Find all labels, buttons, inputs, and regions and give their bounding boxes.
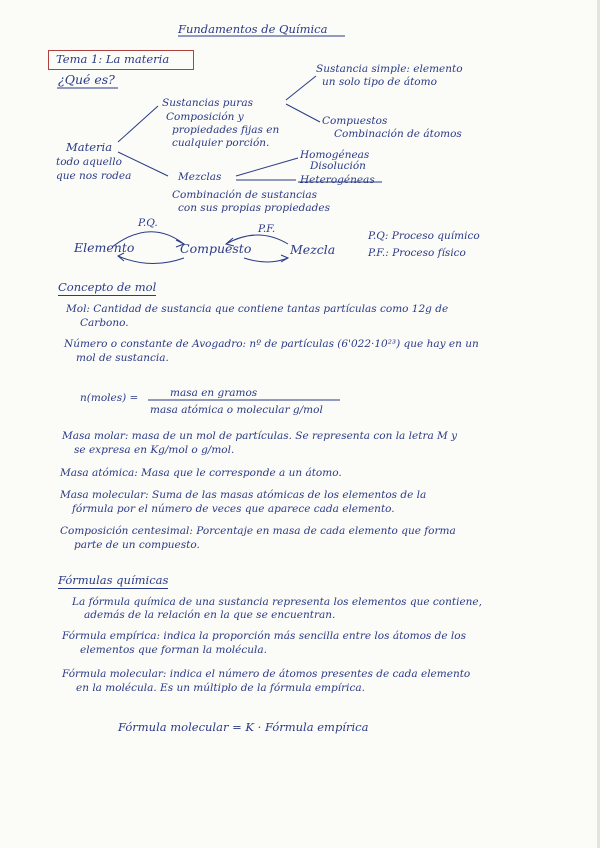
simple-line-2: un solo tipo de átomo [322, 76, 437, 88]
centesimal-2: parte de un compuesto. [74, 539, 200, 551]
heterogeneas-label: Heterogéneas [300, 174, 375, 186]
homogeneas-label: Homogéneas [300, 149, 370, 161]
sp-desc-1: Composición y [166, 111, 244, 123]
arrow-pq-bottom [118, 256, 184, 264]
page-title: Fundamentos de Química [178, 22, 328, 36]
branch-puras-simple [286, 76, 316, 100]
cycle-mezcla: Mezcla [290, 242, 336, 257]
branch-mezclas-homogeneas [236, 158, 298, 176]
arrow-pf-bottom-head [281, 255, 288, 262]
formula-numerator: masa en gramos [170, 387, 258, 399]
cycle-compuesto: Compuesto [180, 241, 252, 256]
materia-def-1: todo aquello [56, 156, 122, 168]
masa-molar-1: Masa molar: masa de un mol de partículas. Se representa con la letra M y [62, 430, 458, 442]
legend-pq: P.Q: Proceso químico [368, 230, 480, 242]
legend-pf: P.F.: Proceso físico [368, 247, 466, 259]
cycle-elemento: Elemento [74, 240, 135, 255]
materia-def-2: que nos rodea [56, 170, 132, 182]
mol-def-2: Carbono. [80, 317, 129, 329]
materia-label: Materia [66, 140, 113, 154]
sp-desc-3: cualquier porción. [172, 137, 270, 149]
formula-denominator: masa atómica o molecular g/mol [150, 404, 323, 416]
sp-desc-2: propiedades fijas en [172, 124, 280, 136]
formulas-p3-1: Fórmula molecular: indica el número de átomos presentes de cada elemento [62, 668, 471, 680]
masa-molar-2: se expresa en Kg/mol o g/mol. [74, 444, 235, 456]
compuestos-desc: Combinación de átomos [334, 128, 462, 140]
branch-materia-puras [118, 106, 158, 142]
formulas-equation: Fórmula molecular = K · Fórmula empírica [118, 720, 369, 734]
formulas-p1-1: La fórmula química de una sustancia representa los elementos que contiene, [72, 596, 482, 608]
section2-heading: Concepto de mol [58, 280, 157, 294]
formulas-p2-2: elementos que forman la molécula. [80, 644, 267, 656]
mol-def-1: Mol: Cantidad de sustancia que contiene tantas partículas como 12g de [66, 303, 449, 315]
branch-puras-compuestos [286, 104, 320, 122]
mezclas-desc-2: con sus propias propiedades [178, 202, 330, 214]
masa-molecular-2: fórmula por el número de veces que aparece cada elemento. [72, 503, 395, 515]
formulas-p3-2: en la molécula. Es un múltiplo de la fórmula empírica. [76, 682, 365, 694]
section3-heading: Fórmulas químicas [58, 573, 169, 587]
masa-atomica: Masa atómica: Masa que le corresponde a un átomo. [60, 467, 342, 479]
simple-line-1: Sustancia simple: elemento [316, 63, 463, 75]
pq-arrow-label: P.Q. [138, 217, 158, 229]
compuestos-label: Compuestos [322, 115, 388, 127]
mezclas-desc-1: Combinación de sustancias [172, 189, 318, 201]
avogadro-1: Número o constante de Avogadro: nº de partículas (6'022·10²³) que hay en un [64, 338, 479, 350]
formulas-p1-2: además de la relación en la que se encuentran. [84, 609, 336, 621]
masa-molecular-1: Masa molecular: Suma de las masas atómicas de los elementos de la [60, 489, 427, 501]
sustancias-puras-label: Sustancias puras [162, 97, 253, 109]
centesimal-1: Composición centesimal: Porcentaje en masa de cada elemento que forma [60, 525, 456, 537]
avogadro-2: mol de sustancia. [76, 352, 169, 364]
section1-heading: Tema 1: La materia [56, 52, 170, 66]
mezclas-label: Mezclas [178, 171, 222, 183]
formula-lhs: n(moles) = [80, 392, 139, 404]
formulas-p2-1: Fórmula empírica: indica la proporción más sencilla entre los átomos de los [62, 630, 466, 642]
pf-arrow-label: P.F. [258, 223, 276, 235]
question-heading: ¿Qué es? [58, 72, 115, 87]
disolucion-label: Disolución [310, 160, 366, 172]
